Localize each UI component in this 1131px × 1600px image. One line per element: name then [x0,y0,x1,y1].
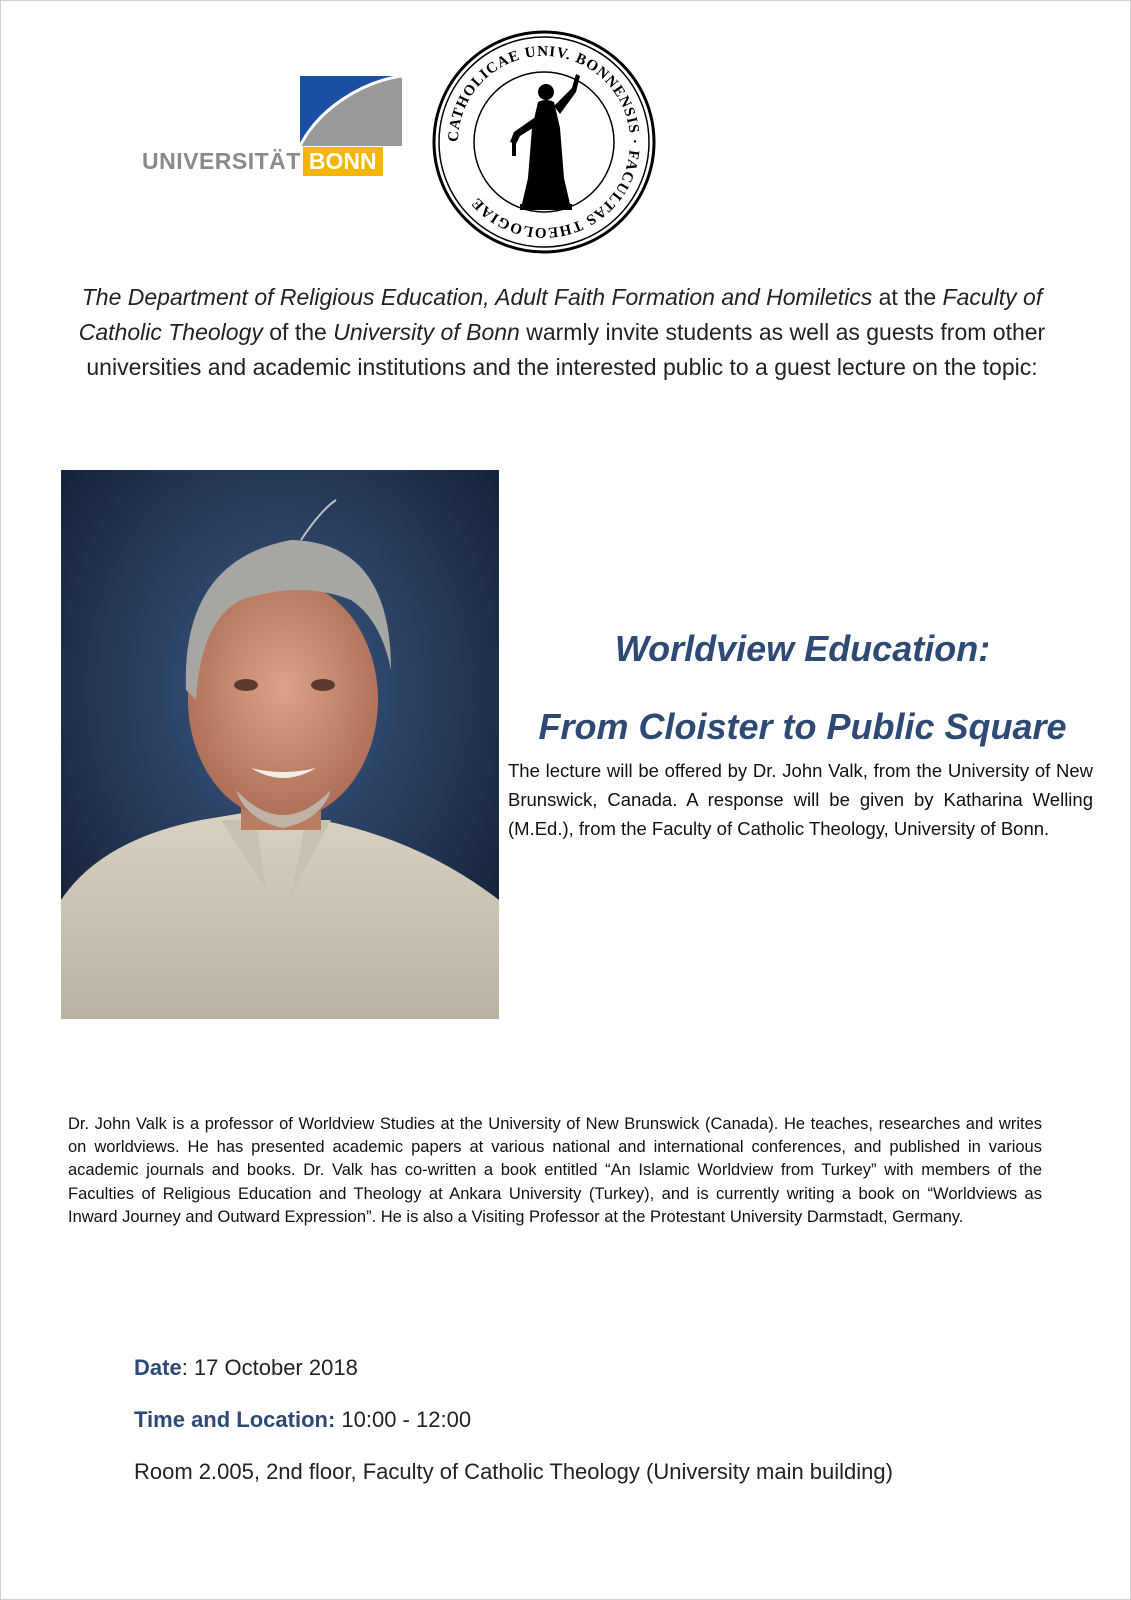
intro-connector-1: at the [872,284,943,310]
time-row [134,1404,1084,1456]
logo-text-bonn: BONN [303,147,383,176]
title-line-2: From Cloister to Public Square [538,706,1067,747]
speaker-bio: Dr. John Valk is a professor of Worldview Studies at the University of New Brunswick (Canada). He teaches, researches and writes on worldviews. He has presented academic papers at various national and international conferences, and published in various academic journals and books. Dr. Valk has co-written a book entitled “An Islamic Worldview from Turkey” with members of the Faculties of Religious Education and Theology at Ankara University (Turkey), and is currently writing a book on “Worldviews as Inward Journey and Outward Expression”. He is also a Visiting Professor at the Protestant University Darmstadt, Germany. [68,1115,1042,1226]
intro-department: The Department of Religious Education, Adult Faith Formation and Homiletics [81,284,873,310]
speaker-photo [61,470,499,1019]
room-row: Room 2.005, 2nd floor, Faculty of Catholic Theology (University main building) [134,1459,893,1484]
time-label: Time and Location: [134,1407,336,1432]
logo-square-icon [300,76,402,146]
university-bonn-logo [142,74,404,178]
seal-text: CATHOLICAE UNIV. BONNENSIS · FACULTAS THEOLOGIAE [445,43,643,241]
title-line-1: Worldview Education: [614,628,991,669]
faculty-seal-icon [430,28,658,256]
logo-text-universitat: UNIVERSITÄT [142,147,301,174]
intro-paragraph [70,280,1054,385]
date-row [134,1352,1084,1404]
time-value: 10:00 - 12:00 [335,1407,472,1432]
intro-invitation: warmly invite students as well as guests from other universities and academic institutions and the interested public to a guest lecture on the topic: [86,319,1046,380]
intro-faculty: Faculty of Catholic Theology [78,284,1043,345]
logo-wordmark [142,146,383,176]
date-label: Date [134,1355,182,1380]
lecture-description: The lecture will be offered by Dr. John Valk, from the University of New Brunswick, Canada. A response will be given by Katharina Welling (M.Ed.), from the Faculty of Catholic Theology, University of Bonn. [508,760,1093,839]
date-value: : 17 October 2018 [181,1355,358,1380]
lecture-title [500,610,1105,766]
event-info [134,1352,1084,1508]
intro-university: University of Bonn [333,319,520,345]
intro-connector-2: of the [262,319,334,345]
